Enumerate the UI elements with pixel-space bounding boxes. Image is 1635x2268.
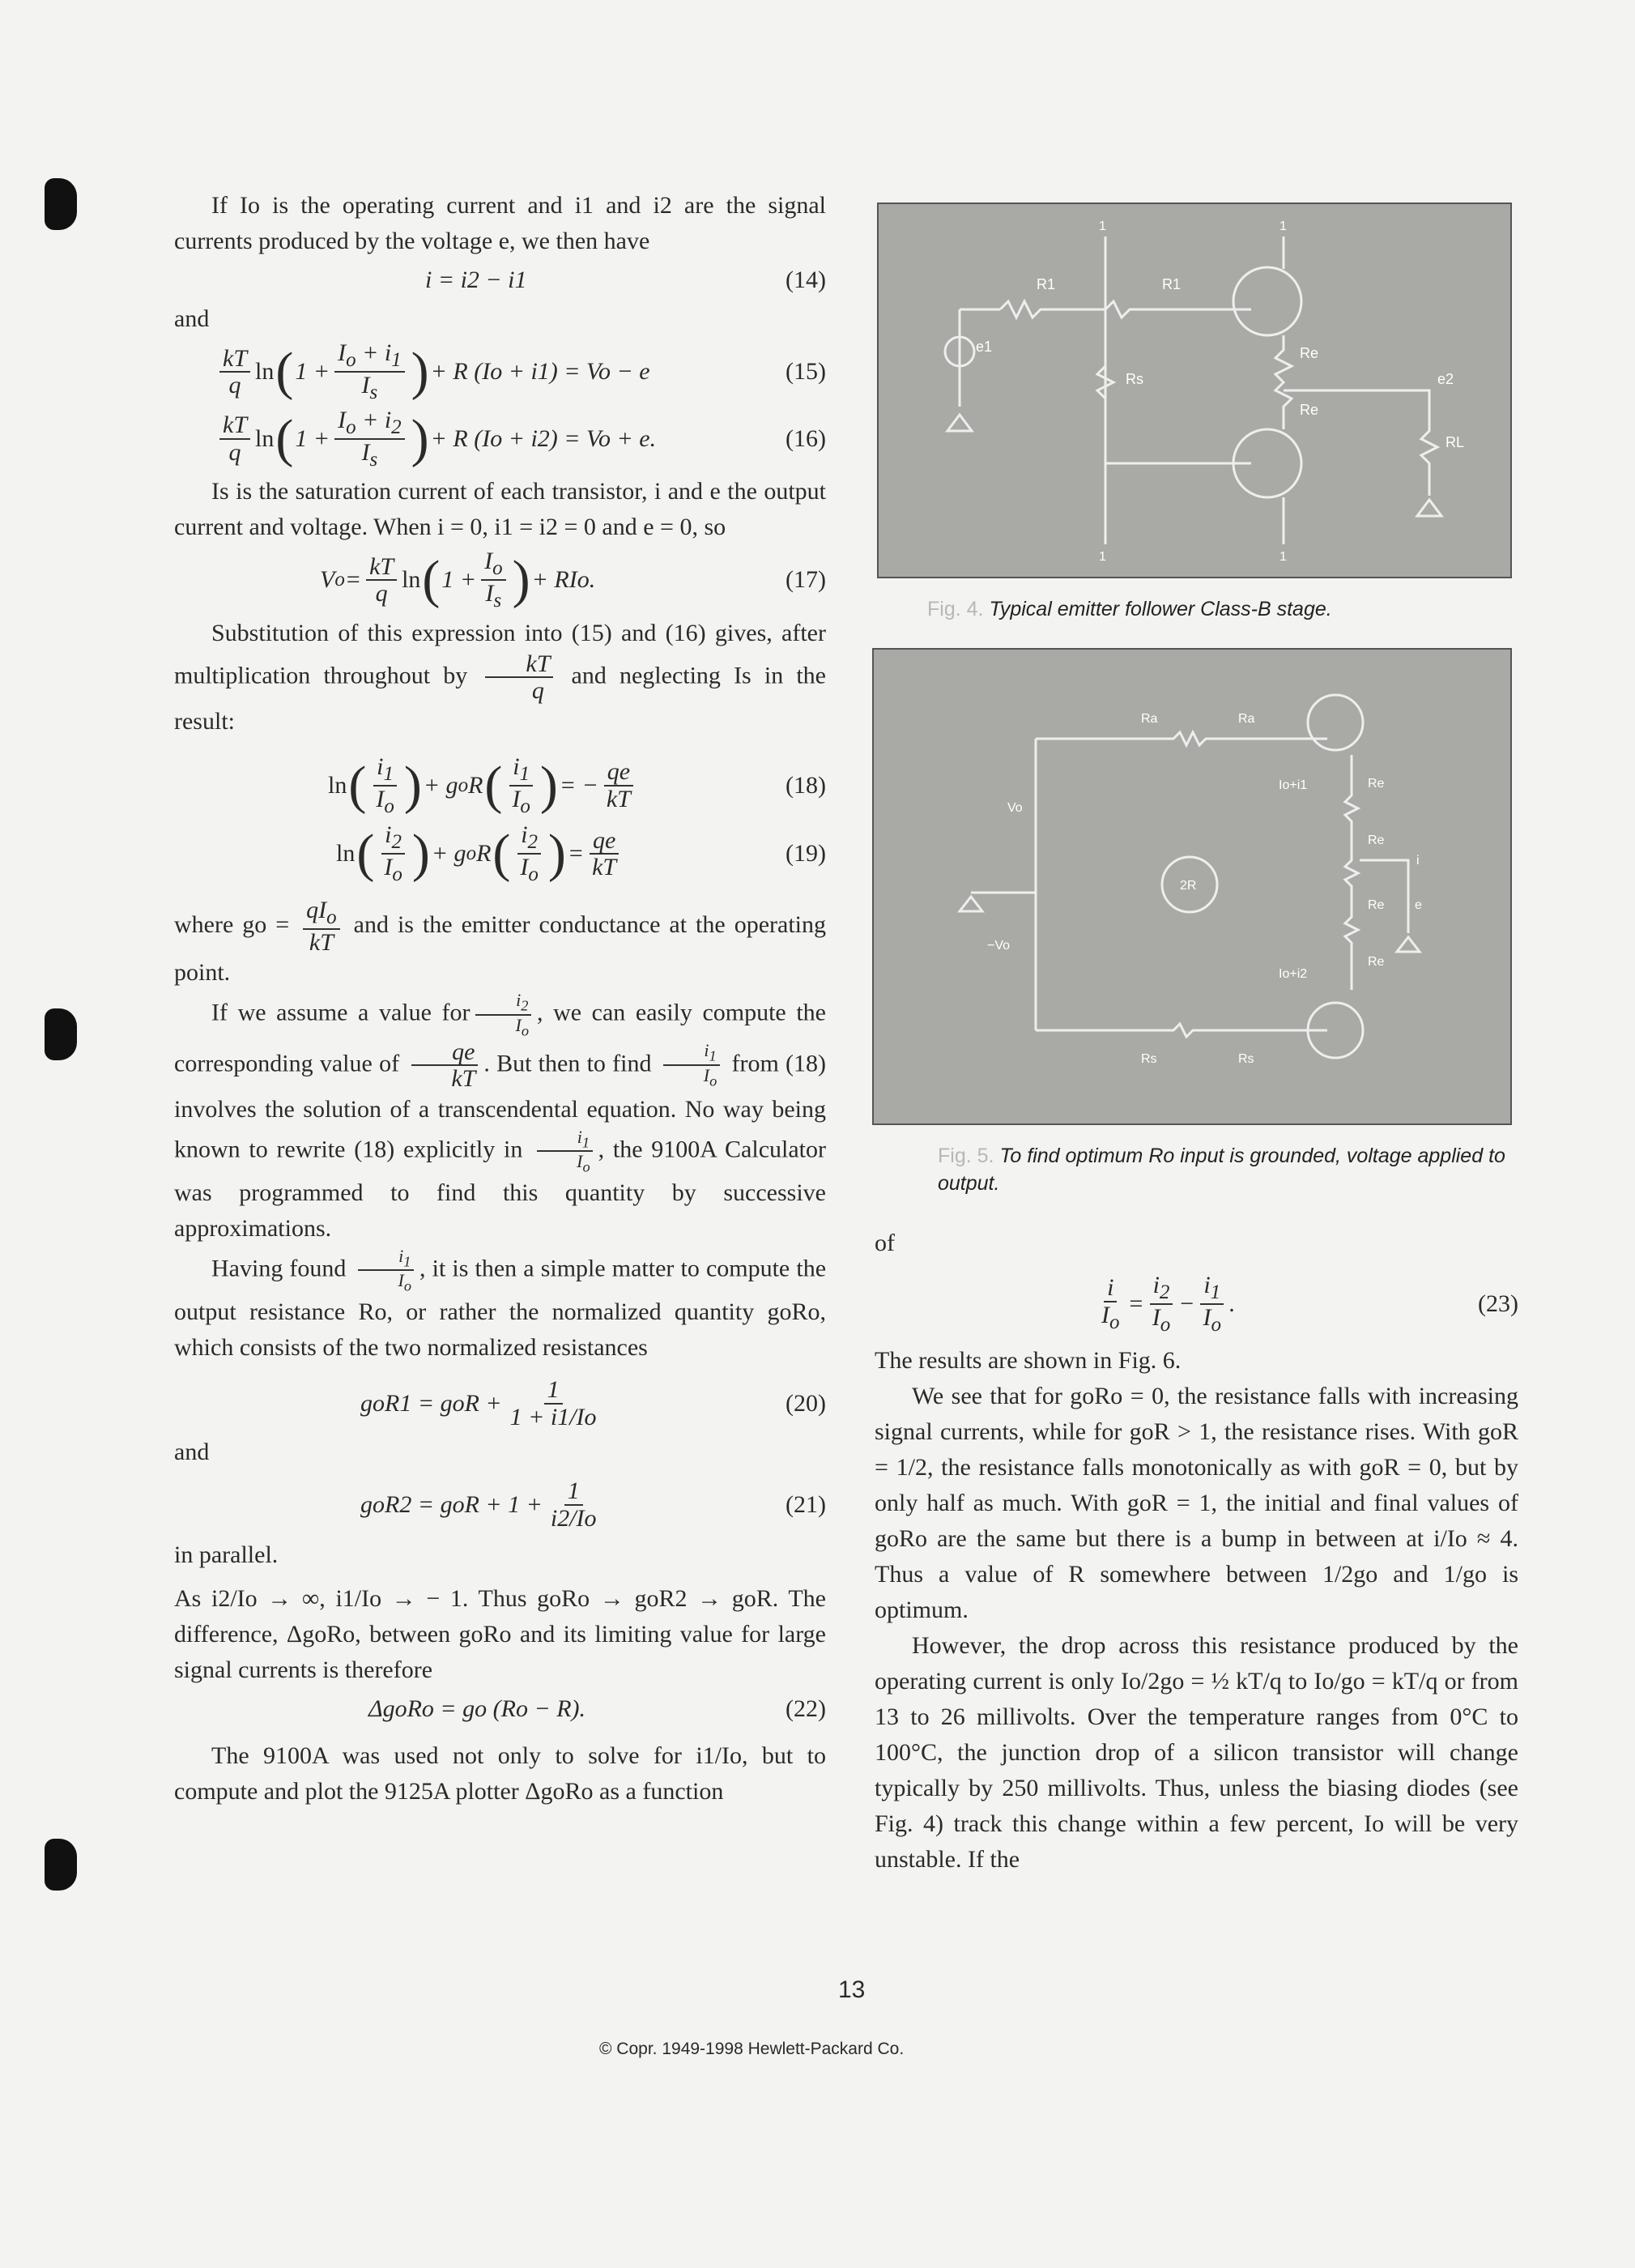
equation-18: ln ( $\frac{i_1}{I_o}$ ) + g o R ( $\frac{i_1}{I_o}$ ) = − $\frac{qe}{kT}$ (18) xyxy=(328,752,826,817)
fig4-label-rs: Rs xyxy=(1126,371,1143,387)
page-number: 13 xyxy=(838,1976,866,2003)
copyright-notice: © Copr. 1949-1998 Hewlett-Packard Co. xyxy=(599,2040,905,2058)
fig4-label-n1: 1 xyxy=(1099,220,1106,233)
figure-5-circuit xyxy=(874,650,1510,1123)
binder-hole-middle xyxy=(45,1008,77,1060)
binder-hole-bottom xyxy=(45,1839,77,1891)
and-label: and xyxy=(174,305,210,332)
paragraph-9100a: The 9100A was used not only to solve for i1/Io, but to compute and plot the 9125A plotter ΔgoRo as a function xyxy=(174,1742,826,1805)
fig4-label-re2: Re xyxy=(1300,402,1319,418)
equation-14: i = i2 − i1 (14) xyxy=(425,266,826,293)
fig4-label-e2: e2 xyxy=(1437,371,1454,387)
fig5-label-re3: Re xyxy=(1368,898,1385,912)
fig5-label-e: e xyxy=(1415,898,1422,912)
of-label: of xyxy=(875,1230,895,1256)
equation-16: $\frac{kT}{q}$ ln ( 1 + $\frac{I_o + i_2}{I_s}$ ) + R (Io + i2) = Vo + e. (16) xyxy=(174,407,826,471)
fig4-label-e1: e1 xyxy=(976,339,993,355)
figure-4 xyxy=(877,202,1512,578)
fig5-label-2r: 2R xyxy=(1180,879,1197,893)
fig5-label-i: i xyxy=(1416,854,1420,868)
equation-17: V o = $\frac{kT}{q}$ ln ( 1 + $\frac{I_o}{I_s}$ ) + RIo. (17) xyxy=(320,548,826,612)
left-column xyxy=(174,188,826,1810)
fig5-label-rb1: Rs xyxy=(1141,1052,1157,1066)
fig5-label-re4: Re xyxy=(1368,955,1385,969)
paragraph-as: As i2/Io → ∞, i1/Io → − 1. Thus goRo → goR2 → goR. The difference, ΔgoRo, between goRo and its limiting value for large signal currents is therefore xyxy=(174,1585,826,1683)
fig4-label-n2: 1 xyxy=(1279,220,1287,233)
fig4-label-r1a: R1 xyxy=(1037,276,1056,292)
paragraph-saturation: Is is the saturation current of each transistor, i and e the output current and voltage. When i = 0, i1 = i2 = 0 and e = 0, so xyxy=(174,478,826,540)
figure-4-circuit xyxy=(879,204,1510,577)
equation-15: $\frac{kT}{q}$ ln ( 1 + $\frac{I_o + i_1}{I_s}$ ) + R (Io + i1) = Vo − e (15) xyxy=(174,340,826,404)
equation-19: ln ( $\frac{i_2}{I_o}$ ) + g o R ( $\frac{i_2}{I_o}$ ) = $\frac{qe}{kT}$ (19) xyxy=(336,821,826,886)
fig5-label-minus-vo: −Vo xyxy=(987,939,1011,953)
fig4-label-n3: 1 xyxy=(1099,550,1106,564)
fig5-label-vo: Vo xyxy=(1007,801,1023,815)
fig5-label-io-i1: Io+i1 xyxy=(1279,778,1308,792)
fig4-label-n4: 1 xyxy=(1279,550,1287,564)
fig4-label-re1: Re xyxy=(1300,345,1319,361)
paragraph-however: However, the drop across this resistance produced by the operating current is only Io/2go = ½ kT/q to Io/go = kT/q or from 13 to 26 millivolts. Over the temperature ranges from 0°C to 100°C, the junction drop of a silicon transistor will change typically by 250 millivolts. Thus, unless the biasing diodes (see Fig. 4) track this change within a few percent, Io will be very unstable. If the xyxy=(875,1631,1518,1873)
paragraph-having-found: Having found $\frac{i_1}{I_o}$ , it is then a simple matter to compute the output resistance Ro, or rather the normalized quantity goRo, which consists of the two normalized resistances xyxy=(174,1245,827,1361)
fig5-label-ra2: Ra xyxy=(1238,712,1255,726)
fig5-label-io-i2: Io+i2 xyxy=(1279,967,1308,981)
right-column xyxy=(875,1226,1518,1878)
and-label-2: and xyxy=(174,1439,210,1465)
in-parallel-label: in parallel. xyxy=(174,1541,279,1568)
equation-23: $\frac{i}{I_o}$ = $\frac{i_2}{I_o}$ − $\frac{i_1}{I_o}$ . (23) xyxy=(1101,1272,1518,1336)
fig5-label-re1: Re xyxy=(1368,777,1385,791)
figure-5-caption: Fig. 5. To find optimum Ro input is grounded, voltage applied to output. xyxy=(938,1145,1505,1195)
paragraph-results: The results are shown in Fig. 6. xyxy=(875,1346,1182,1374)
equation-21: goR2 = goR + 1 + $\frac{1}{i2/Io}$ (21) xyxy=(360,1477,826,1532)
fig5-label-ra1: Ra xyxy=(1141,712,1158,726)
fig4-label-r1b: R1 xyxy=(1162,276,1182,292)
figure-4-caption: Fig. 4. Typical emitter follower Class-B stage. xyxy=(927,598,1332,620)
equation-22: ΔgoRo = go (Ro − R). (22) xyxy=(368,1695,826,1722)
fig4-label-rl: RL xyxy=(1446,434,1465,450)
paragraph-intro: If Io is the operating current and i1 and i2 are the signal currents produced by the voltage e, we then have xyxy=(174,192,826,254)
paragraph-substitution: Substitution of this expression into (15) and (16) gives, after multiplication throughout by $\frac{kT}{q}$ and neglecting Is in the result: xyxy=(174,619,826,735)
fig5-label-rb2: Rs xyxy=(1238,1052,1254,1066)
paragraph-assume: If we assume a value for $\frac{i_2}{I_o}$ , we can easily compute the corresponding value of $\frac{qe}{kT}$ . But then to find $\frac{i_1}{I_o}$ from (18) involves the solution of a transcendental equation. No way being known to rewrite (18) explicitly in $\frac{i_1}{I_o}$ , the 9100A Calculator was programmed to find this quantity by successive approximations. xyxy=(174,990,827,1242)
equation-20: goR1 = goR + $\frac{1}{1 + i1/Io}$ (20) xyxy=(360,1376,826,1430)
figure-5 xyxy=(872,648,1512,1125)
paragraph-where: where go = $\frac{qI_o}{kT}$ and is the emitter conductance at the operating point. xyxy=(174,896,826,987)
fig5-label-re2: Re xyxy=(1368,833,1385,847)
paragraph-we-see: We see that for goRo = 0, the resistance falls with increasing signal currents, while for goR > 1, the resistance rises. With goR = 1/2, the resistance falls monotonically as with goR = 0, but by only half as much. With goR = 1, the initial and final values of goRo are the same but there is a bump in between at i/Io ≈ 4. Thus a value of R somewhere between 1/2go and 1/go is optimum. xyxy=(875,1382,1518,1623)
binder-hole-top xyxy=(45,178,77,230)
